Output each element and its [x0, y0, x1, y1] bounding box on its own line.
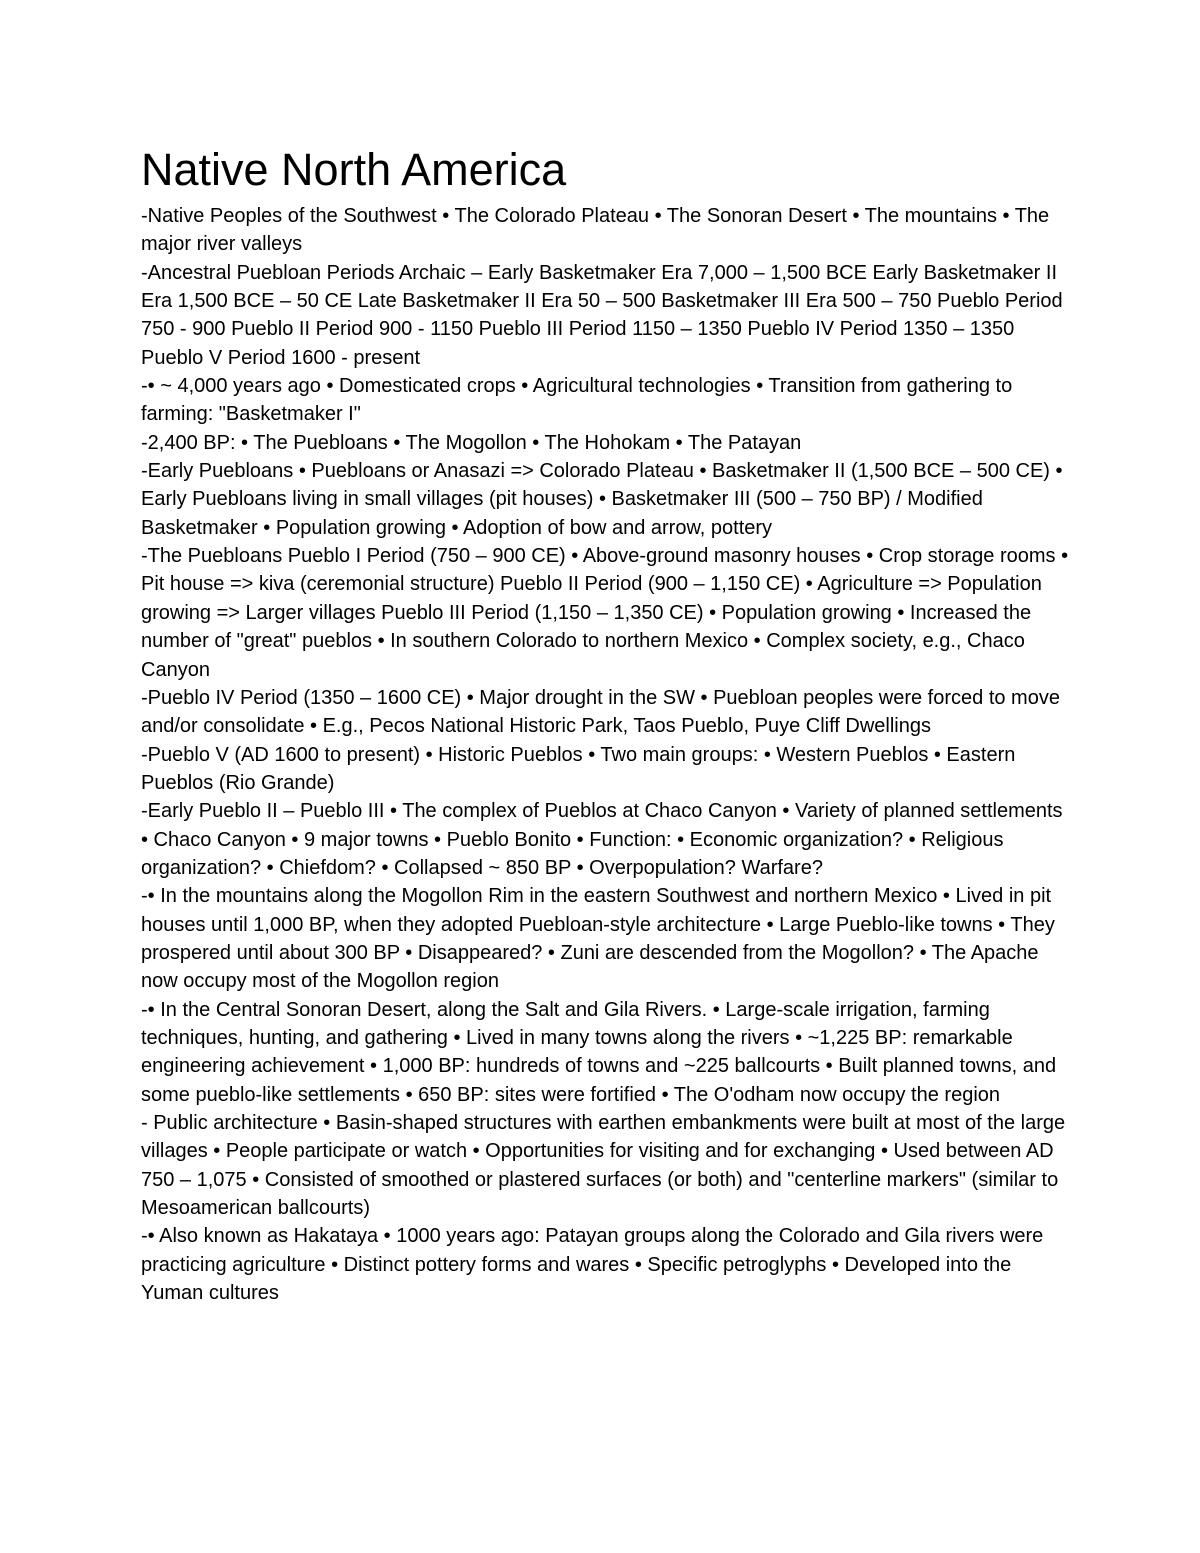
- paragraph-pueblo-v: -Pueblo V (AD 1600 to present) • Historic Pueblos • Two main groups: • Western Pueblos • Eastern Pueblos (Rio Grande): [141, 743, 1016, 794]
- paragraph-4000-years-ago: -• ~ 4,000 years ago • Domesticated crops • Agricultural technologies • Transition from gathering to farming: "Basketmaker I": [141, 375, 1013, 426]
- paragraph-puebloan-periods: -Ancestral Puebloan Periods Archaic – Early Basketmaker Era 7,000 – 1,500 BCE Early Basketmaker II Era 1,500 BCE – 50 CE Late Basketmaker II Era 50 – 500 Basketmaker III Era 500 – 750 Pueblo Period 750 - 900 Pueblo II Period 900 - 1150 Pueblo III Period 1150 – 1350 Pueblo IV Period 1350 – 1350 Pueblo V Period 1600 - present: [141, 261, 1063, 369]
- paragraph-public-architecture: - Public architecture • Basin-shaped structures with earthen embankments were built at most of the large villages • People participate or watch • Opportunities for visiting and for exchanging • Used between AD 750 – 1,075 • Consisted of smoothed or plastered surfaces (or both) and "centerline markers" (similar to Mesoamerican ballcourts): [141, 1112, 1066, 1220]
- paragraph-the-puebloans: -The Puebloans Pueblo I Period (750 – 900 CE) • Above-ground masonry houses • Crop storage rooms • Pit house => kiva (ceremonial structure) Pueblo II Period (900 – 1,150 CE) • Agriculture => Population growing => Larger villages Pueblo III Period (1,150 – 1,350 CE) • Population growing • Increased the number of "great" pueblos • In southern Colorado to northern Mexico • Complex society, e.g., Chaco Canyon: [141, 545, 1069, 681]
- paragraph-chaco-canyon: -Early Pueblo II – Pueblo III • The complex of Pueblos at Chaco Canyon • Variety of planned settlements • Chaco Canyon • 9 major towns • Pueblo Bonito • Function: • Economic organization? • Religious organization? • Chiefdom? • Collapsed ~ 850 BP • Overpopulation? Warfare?: [141, 800, 1063, 879]
- paragraph-early-puebloans: -Early Puebloans • Puebloans or Anasazi => Colorado Plateau • Basketmaker II (1,500 BCE – 500 CE) • Early Puebloans living in small villages (pit houses) • Basketmaker III (500 – 750 BP) / Modified Basketmaker • Population growing • Adoption of bow and arrow, pottery: [141, 460, 1063, 539]
- paragraph-pueblo-iv: -Pueblo IV Period (1350 – 1600 CE) • Major drought in the SW • Puebloan peoples were forced to move and/or consolidate • E.g., Pecos National Historic Park, Taos Pueblo, Puye Cliff Dwellings: [141, 686, 1060, 738]
- document-title: Native North America: [141, 144, 567, 195]
- paragraph-southwest-regions: -Native Peoples of the Southwest • The Colorado Plateau • The Sonoran Desert • The mountains • The major river valleys: [141, 205, 1050, 256]
- paragraph-mogollon: -• In the mountains along the Mogollon Rim in the eastern Southwest and northern Mexico • Lived in pit houses until 1,000 BP, when they adopted Puebloan-style architecture • Large Pueblo-like towns • They prospered until about 300 BP • Disappeared? • Zuni are descended from the Mogollon? • The Apache now occupy most of the Mogollon region: [141, 885, 1055, 993]
- paragraph-hohokam: -• In the Central Sonoran Desert, along the Salt and Gila Rivers. • Large-scale irrigation, farming techniques, hunting, and gathering • Lived in many towns along the rivers • ~1,225 BP: remarkable engineering achievement • 1,000 BP: hundreds of towns and ~225 ballcourts • Built planned towns, and some pueblo-like settlements • 650 BP: sites were fortified • The O'odham now occupy the region: [141, 998, 1057, 1106]
- paragraph-2400-bp: -2,400 BP: • The Puebloans • The Mogollon • The Hohokam • The Patayan: [141, 431, 802, 454]
- document-page: [141, 140, 1071, 1307]
- paragraph-patayan: -• Also known as Hakataya • 1000 years ago: Patayan groups along the Colorado and Gila rivers were practicing agriculture • Distinct pottery forms and wares • Specific petroglyphs • Developed into the Yuman cultures: [141, 1225, 1044, 1305]
